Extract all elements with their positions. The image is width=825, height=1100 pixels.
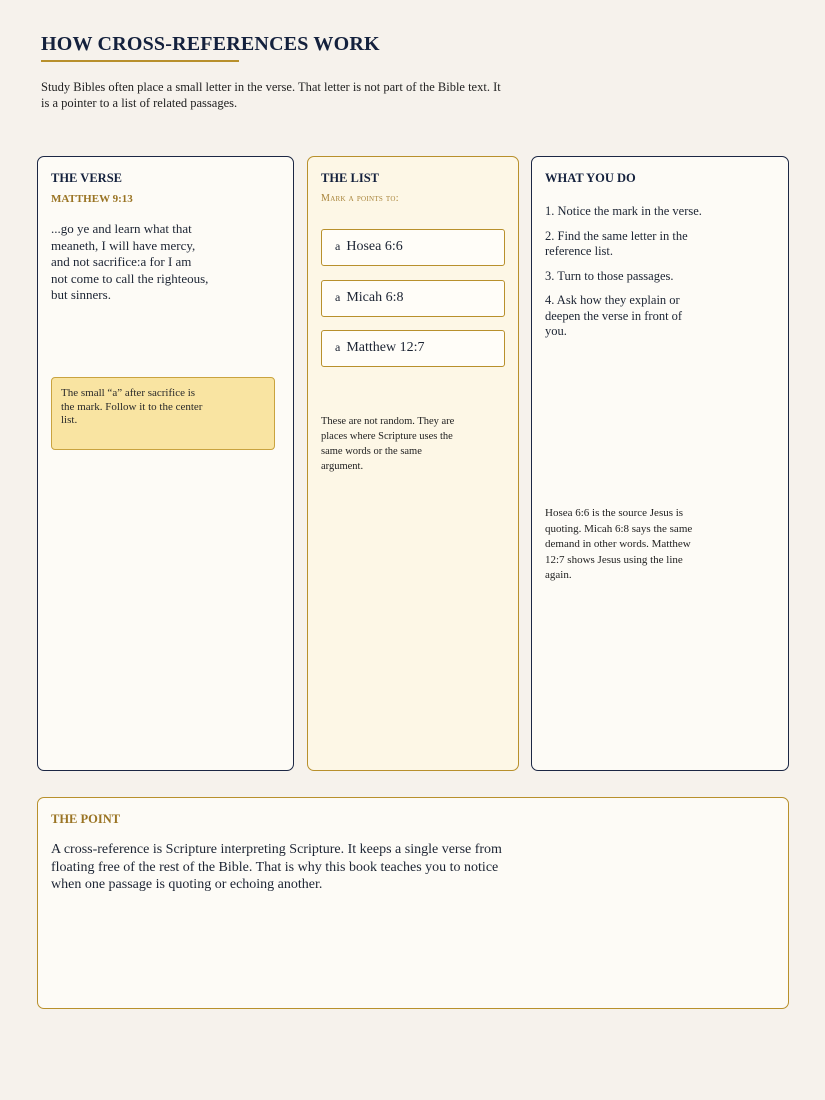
verse-callout-text: The small “a” after sacrifice is the mark. Follow it to the center list. <box>61 387 203 426</box>
reference-mark: a <box>335 239 341 253</box>
step-item: 2. Find the same letter in the reference list. <box>545 228 688 258</box>
step-item: 1. Notice the mark in the verse. <box>545 204 702 218</box>
what-you-do-heading: WHAT YOU DO <box>545 171 636 185</box>
list-subheading: Mark a points to: <box>321 193 399 204</box>
intro-text: Study Bibles often place a small letter in the verse. That letter is not part of the Bible text. It is a pointer to a list of related passages. <box>41 80 501 110</box>
verse-text: ...go ye and learn what that meaneth, I will have mercy, and not sacrifice:a for I am not come to call the righteous, but sinners. <box>51 221 209 302</box>
point-heading: THE POINT <box>51 812 121 826</box>
reference-item-micah[interactable] <box>321 280 505 317</box>
list-panel-heading: THE LIST <box>321 171 380 185</box>
reference-label: Hosea 6:6 <box>346 239 403 254</box>
steps-list <box>545 204 705 349</box>
step-item: 4. Ask how they explain or deepen the verse in front of you. <box>545 293 683 338</box>
reference-mark: a <box>335 290 341 304</box>
verse-reference: MATTHEW 9:13 <box>51 193 133 205</box>
reference-mark: a <box>335 340 341 354</box>
reference-item-matthew[interactable] <box>321 330 505 367</box>
list-note: These are not random. They are places where Scripture uses the same words or the same argument. <box>321 416 455 472</box>
reference-label: Matthew 12:7 <box>346 340 425 355</box>
what-you-do-panel <box>531 156 789 771</box>
reference-item-hosea[interactable] <box>321 229 505 266</box>
verse-panel <box>37 156 294 771</box>
page-title: HOW CROSS-REFERENCES WORK <box>41 33 380 55</box>
title-underline <box>41 60 239 62</box>
list-panel <box>307 156 519 771</box>
what-you-do-note: Hosea 6:6 is the source Jesus is quoting. Micah 6:8 says the same demand in other words. Matthew 12:7 shows Jesus using the line again. <box>545 507 693 581</box>
point-panel <box>37 797 789 1009</box>
verse-panel-heading: THE VERSE <box>51 171 122 185</box>
point-text: A cross-reference is Scripture interpreting Scripture. It keeps a single verse from floating free of the rest of the Bible. That is why this book teaches you to notice when one passage is quoting or echoing another. <box>51 842 502 892</box>
verse-callout-note <box>51 377 275 450</box>
step-item: 3. Turn to those passages. <box>545 268 674 283</box>
reference-label: Micah 6:8 <box>346 290 404 305</box>
